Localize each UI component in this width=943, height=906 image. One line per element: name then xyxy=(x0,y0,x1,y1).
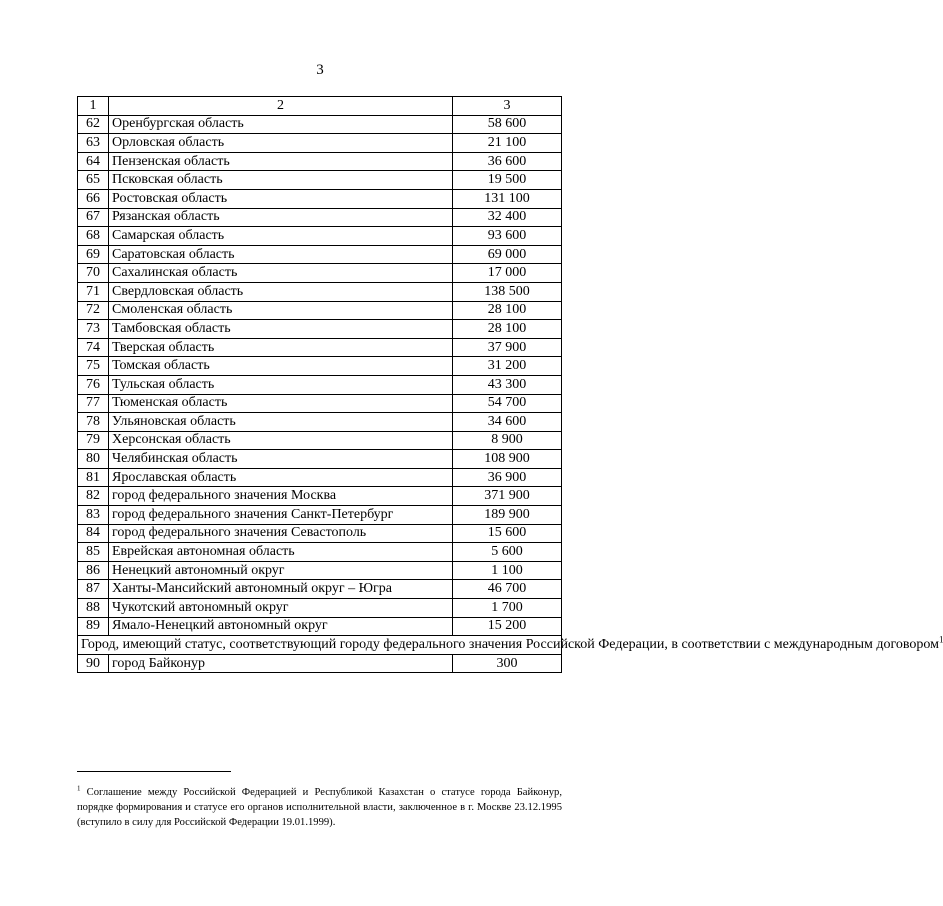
region-value: 108 900 xyxy=(453,450,562,469)
row-number: 63 xyxy=(78,134,109,153)
table-header-row xyxy=(78,97,562,116)
region-name: город федерального значения Москва xyxy=(109,487,453,506)
header-cell-col-3: 3 xyxy=(453,97,562,116)
row-number: 85 xyxy=(78,543,109,562)
region-value: 28 100 xyxy=(453,301,562,320)
region-value: 37 900 xyxy=(453,338,562,357)
row-number: 69 xyxy=(78,245,109,264)
table-row xyxy=(78,654,562,673)
footnote-mark: 1 xyxy=(77,784,81,793)
table-row xyxy=(78,189,562,208)
region-name: город Байконур xyxy=(109,654,453,673)
region-value: 43 300 xyxy=(453,375,562,394)
region-name: Ненецкий автономный округ xyxy=(109,561,453,580)
table-row xyxy=(78,561,562,580)
footnote-text: Соглашение между Российской Федерацией и Республикой Казахстан о статусе города Байконур, порядке формирования и статусе его органов исполнительной власти, заключенное в г. Москве 23.12.1995 (вступило в силу для Российской Федерации 19.01.1999). xyxy=(77,787,562,828)
table-row xyxy=(78,357,562,376)
region-value: 21 100 xyxy=(453,134,562,153)
regions-table xyxy=(77,96,943,673)
region-value: 28 100 xyxy=(453,320,562,339)
row-number: 83 xyxy=(78,506,109,525)
region-name: Саратовская область xyxy=(109,245,453,264)
row-number: 66 xyxy=(78,189,109,208)
region-name: Херсонская область xyxy=(109,431,453,450)
table-row xyxy=(78,171,562,190)
row-number: 73 xyxy=(78,320,109,339)
region-value: 138 500 xyxy=(453,282,562,301)
region-name: Тюменская область xyxy=(109,394,453,413)
region-name: Томская область xyxy=(109,357,453,376)
footnote xyxy=(77,785,562,830)
region-name: Самарская область xyxy=(109,227,453,246)
table-row xyxy=(78,487,562,506)
region-name: Свердловская область xyxy=(109,282,453,301)
table-row xyxy=(78,134,562,153)
region-name: Еврейская автономная область xyxy=(109,543,453,562)
row-number: 65 xyxy=(78,171,109,190)
region-name: Челябинская область xyxy=(109,450,453,469)
table-row xyxy=(78,245,562,264)
page-number: 3 xyxy=(316,62,324,78)
row-number: 70 xyxy=(78,264,109,283)
region-value: 1 700 xyxy=(453,599,562,618)
region-name: город федерального значения Севастополь xyxy=(109,524,453,543)
row-number: 67 xyxy=(78,208,109,227)
header-cell-col-2: 2 xyxy=(109,97,453,116)
table-row xyxy=(78,599,562,618)
region-name: Пензенская область xyxy=(109,152,453,171)
row-number: 74 xyxy=(78,338,109,357)
table-row xyxy=(78,506,562,525)
region-value: 371 900 xyxy=(453,487,562,506)
region-value: 5 600 xyxy=(453,543,562,562)
merged-heading-row xyxy=(78,636,562,655)
table-row xyxy=(78,227,562,246)
header-cell-col-1: 1 xyxy=(78,97,109,116)
row-number: 90 xyxy=(78,654,109,673)
region-value: 17 000 xyxy=(453,264,562,283)
table-row xyxy=(78,264,562,283)
region-name: Тверская область xyxy=(109,338,453,357)
region-name: Ульяновская область xyxy=(109,413,453,432)
table-row xyxy=(78,115,562,134)
table-row xyxy=(78,375,562,394)
row-number: 77 xyxy=(78,394,109,413)
region-value: 15 200 xyxy=(453,617,562,636)
row-number: 89 xyxy=(78,617,109,636)
region-value: 93 600 xyxy=(453,227,562,246)
row-number: 80 xyxy=(78,450,109,469)
row-number: 64 xyxy=(78,152,109,171)
region-value: 36 600 xyxy=(453,152,562,171)
row-number: 81 xyxy=(78,468,109,487)
row-number: 79 xyxy=(78,431,109,450)
region-value: 69 000 xyxy=(453,245,562,264)
row-number: 87 xyxy=(78,580,109,599)
row-number: 86 xyxy=(78,561,109,580)
table-row xyxy=(78,320,562,339)
row-number: 71 xyxy=(78,282,109,301)
region-value: 189 900 xyxy=(453,506,562,525)
region-name: Ростовская область xyxy=(109,189,453,208)
region-name: город федерального значения Санкт-Петербург xyxy=(109,506,453,525)
region-value: 300 xyxy=(453,654,562,673)
table-row xyxy=(78,413,562,432)
table-row xyxy=(78,450,562,469)
region-value: 131 100 xyxy=(453,189,562,208)
merged-heading-text: Город, имеющий статус, соответствующий городу федерального значения Российской Федерации, в соответствии с международным договором xyxy=(81,637,939,653)
merged-heading-cell xyxy=(78,634,943,655)
footnote-separator xyxy=(77,771,231,772)
region-value: 1 100 xyxy=(453,561,562,580)
region-value: 8 900 xyxy=(453,431,562,450)
table-row xyxy=(78,338,562,357)
row-number: 88 xyxy=(78,599,109,618)
region-value: 54 700 xyxy=(453,394,562,413)
row-number: 75 xyxy=(78,357,109,376)
region-name: Сахалинская область xyxy=(109,264,453,283)
table-row xyxy=(78,580,562,599)
region-value: 58 600 xyxy=(453,115,562,134)
table-body xyxy=(78,97,943,673)
region-value: 46 700 xyxy=(453,580,562,599)
row-number: 68 xyxy=(78,227,109,246)
table-row xyxy=(78,394,562,413)
footnote-reference: 1 xyxy=(938,634,943,645)
row-number: 84 xyxy=(78,524,109,543)
region-value: 15 600 xyxy=(453,524,562,543)
region-name: Ямало-Ненецкий автономный округ xyxy=(109,617,453,636)
region-value: 32 400 xyxy=(453,208,562,227)
table-row xyxy=(78,431,562,450)
region-value: 31 200 xyxy=(453,357,562,376)
row-number: 82 xyxy=(78,487,109,506)
row-number: 78 xyxy=(78,413,109,432)
region-name: Тульская область xyxy=(109,375,453,394)
table-row xyxy=(78,301,562,320)
region-name: Смоленская область xyxy=(109,301,453,320)
table-row xyxy=(78,468,562,487)
table-row xyxy=(78,543,562,562)
row-number: 76 xyxy=(78,375,109,394)
table-row xyxy=(78,208,562,227)
region-name: Тамбовская область xyxy=(109,320,453,339)
table-row xyxy=(78,282,562,301)
region-value: 34 600 xyxy=(453,413,562,432)
row-number: 62 xyxy=(78,115,109,134)
region-value: 19 500 xyxy=(453,171,562,190)
region-name: Орловская область xyxy=(109,134,453,153)
region-name: Рязанская область xyxy=(109,208,453,227)
row-number: 72 xyxy=(78,301,109,320)
region-name: Чукотский автономный округ xyxy=(109,599,453,618)
table-row xyxy=(78,617,562,636)
region-name: Ярославская область xyxy=(109,468,453,487)
region-name: Псковская область xyxy=(109,171,453,190)
region-value: 36 900 xyxy=(453,468,562,487)
table-row xyxy=(78,524,562,543)
table-row xyxy=(78,152,562,171)
region-name: Оренбургская область xyxy=(109,115,453,134)
region-name: Ханты-Мансийский автономный округ – Югра xyxy=(109,580,453,599)
